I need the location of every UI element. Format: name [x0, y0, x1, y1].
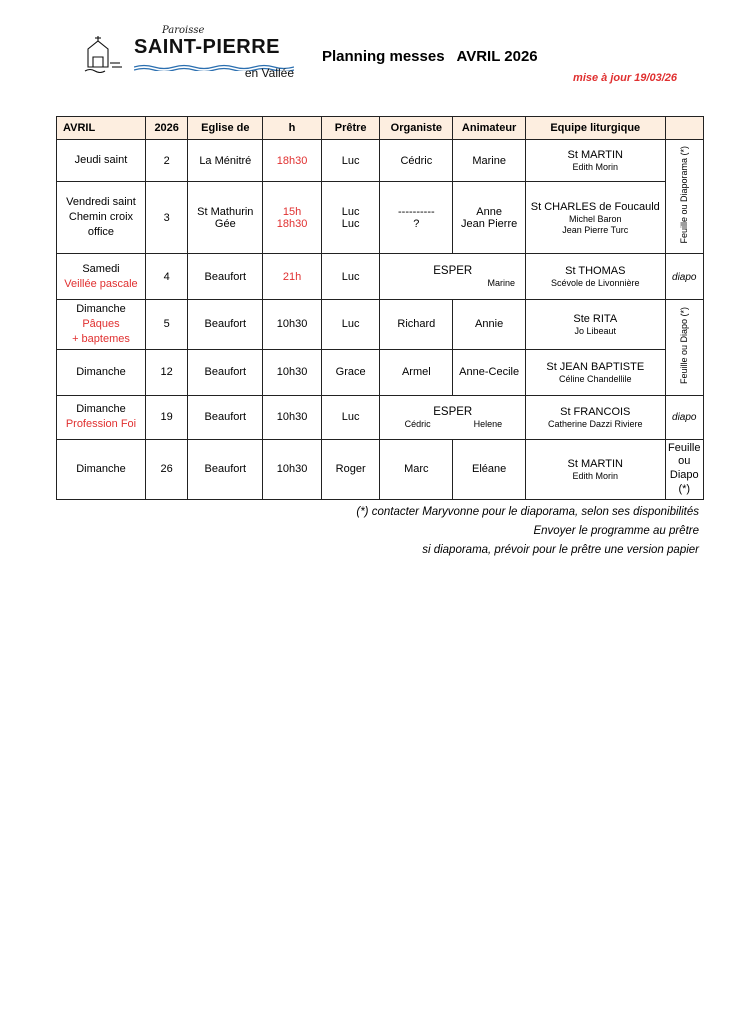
column-header-animator: Animateur: [453, 117, 526, 140]
cell-organist: Marc: [380, 439, 453, 499]
column-header-organist: Organiste: [380, 117, 453, 140]
column-header-year: 2026: [145, 117, 187, 140]
cell-priest-line2: Luc: [341, 217, 360, 230]
page-title: Planning messes AVRIL 2026: [322, 48, 538, 65]
cell-team-contact: Catherine Dazzi Riviere: [547, 418, 643, 429]
cell-date: 2: [145, 140, 187, 182]
wave-icon: [134, 59, 294, 66]
cell-support: [665, 395, 703, 439]
cell-day: [57, 395, 146, 439]
column-header-month: AVRIL: [57, 117, 146, 140]
cell-team-name: St CHARLES de Foucauld: [530, 200, 660, 213]
cell-esper-label: ESPER: [433, 265, 473, 277]
cell-priest: Luc: [321, 254, 380, 300]
cell-priest: Luc: [321, 140, 380, 182]
cell-support-line3: Diapo: [669, 469, 699, 482]
cell-day-line2: Chemin croix: [68, 211, 134, 224]
cell-day: Dimanche: [57, 439, 146, 499]
logo-main-text: SAINT-PIERRE: [134, 36, 281, 58]
cell-day-line2: Pâques: [82, 317, 120, 330]
footnote-line-3: si diaporama, prévoir pour le prêtre une version papier: [422, 543, 699, 556]
cell-church-line1: St Mathurin: [197, 205, 254, 218]
cell-hour: 21h: [263, 254, 322, 300]
cell-organist-animator: [380, 395, 526, 439]
cell-animator: [453, 182, 526, 254]
cell-animator: Annie: [453, 300, 526, 350]
planning-table: [56, 116, 704, 500]
table-row: [57, 182, 704, 254]
cell-animator: Anne-Cecile: [453, 349, 526, 395]
church-icon: [82, 33, 128, 73]
cell-team-contact: Jo Libeaut: [574, 325, 617, 336]
column-header-support: [665, 117, 703, 140]
cell-hour: 18h30: [263, 140, 322, 182]
cell-support-label: diapo: [672, 412, 697, 424]
cell-support-label: diapo: [672, 271, 697, 283]
cell-day-line1: Dimanche: [76, 403, 126, 416]
cell-support: [665, 254, 703, 300]
cell-organist-line2: ?: [413, 217, 420, 230]
footnotes: [356, 503, 699, 560]
cell-hour-line2: 18h30: [276, 217, 308, 230]
cell-day-line3: + baptemes: [72, 332, 130, 345]
column-header-church: Eglise de: [188, 117, 263, 140]
cell-church-line2: Gée: [214, 217, 236, 230]
cell-team-name: St JEAN BAPTISTE: [546, 360, 645, 373]
cell-team-contact-2: Jean Pierre Turc: [562, 224, 629, 235]
cell-day: Jeudi saint: [57, 140, 146, 182]
cell-team-contact: Edith Morin: [572, 162, 619, 172]
planning-table-wrapper: [56, 116, 704, 500]
cell-organist-line1: ----------: [398, 205, 435, 218]
cell-team-contact: Céline Chandellile: [558, 373, 632, 384]
cell-priest: Grace: [321, 349, 380, 395]
cell-esper-animator: Helene: [473, 418, 503, 429]
cell-organist: Armel: [380, 349, 453, 395]
cell-team: [526, 349, 666, 395]
cell-day-line3: office: [87, 225, 115, 238]
cell-day-line1: Vendredi saint: [66, 196, 136, 209]
table-header-row: [57, 117, 704, 140]
parish-logo: [82, 26, 294, 79]
cell-hour: 10h30: [263, 300, 322, 350]
cell-day: Dimanche: [57, 349, 146, 395]
logo-sub-text: en Vallée: [244, 66, 294, 80]
cell-hour: 10h30: [263, 439, 322, 499]
cell-animator: Eléane: [453, 439, 526, 499]
table-row: [57, 300, 704, 350]
cell-support-label: Feuille ou Diaporama (*): [678, 146, 689, 244]
column-header-liturgical-team: Equipe liturgique: [526, 117, 666, 140]
logo-script-text: Paroisse: [162, 25, 205, 36]
cell-church: Beaufort: [188, 254, 263, 300]
cell-organist-animator: [380, 254, 526, 300]
update-date: mise à jour 19/03/26: [573, 72, 677, 84]
table-row: [57, 395, 704, 439]
table-row: [57, 140, 704, 182]
cell-team: [526, 254, 666, 300]
table-row: [57, 349, 704, 395]
cell-date: 12: [145, 349, 187, 395]
cell-team-contact: Scévole de Livonnière: [550, 278, 640, 288]
cell-church: Beaufort: [188, 395, 263, 439]
cell-priest-line1: Luc: [341, 205, 360, 218]
cell-team-name: St THOMAS: [565, 265, 626, 277]
cell-support: [665, 300, 703, 396]
table-row: [57, 254, 704, 300]
cell-team-name: Ste RITA: [573, 312, 618, 325]
cell-esper-name: Marine: [487, 278, 516, 288]
cell-day: [57, 182, 146, 254]
cell-organist: [380, 182, 453, 254]
cell-team: [526, 300, 666, 350]
cell-animator: Marine: [453, 140, 526, 182]
cell-team-contact: Michel Baron: [569, 213, 622, 224]
cell-support: [665, 439, 703, 499]
cell-date: 19: [145, 395, 187, 439]
cell-day-line1: Samedi: [82, 262, 120, 275]
cell-date: 3: [145, 182, 187, 254]
cell-animator-line2: Jean Pierre: [460, 217, 518, 230]
column-header-priest: Prêtre: [321, 117, 380, 140]
footnote-line-1: (*) contacter Maryvonne pour le diaporama, selon ses disponibilités: [356, 506, 699, 518]
cell-day-line2: Veillée pascale: [64, 277, 138, 290]
cell-church: Beaufort: [188, 439, 263, 499]
cell-date: 5: [145, 300, 187, 350]
cell-priest: Luc: [321, 395, 380, 439]
cell-team: [526, 395, 666, 439]
cell-esper-names: [382, 419, 523, 429]
cell-team-name: St MARTIN: [567, 149, 623, 161]
cell-team: [526, 140, 666, 182]
cell-priest: Luc: [321, 300, 380, 350]
cell-date: 26: [145, 439, 187, 499]
cell-church: Beaufort: [188, 300, 263, 350]
cell-day: [57, 254, 146, 300]
cell-organist: Cédric: [380, 140, 453, 182]
cell-esper-organist: Cédric: [404, 418, 431, 429]
cell-hour: [263, 182, 322, 254]
cell-church: [188, 182, 263, 254]
cell-church: Beaufort: [188, 349, 263, 395]
cell-team: [526, 439, 666, 499]
cell-support-line4: (*): [678, 482, 691, 495]
cell-animator-line1: Anne: [476, 205, 502, 218]
table-row: [57, 439, 704, 499]
cell-priest: Roger: [321, 439, 380, 499]
footnote-line-2: Envoyer le programme au prêtre: [533, 524, 699, 537]
cell-organist: Richard: [380, 300, 453, 350]
cell-team-contact: Edith Morin: [572, 470, 619, 481]
cell-day: [57, 300, 146, 350]
cell-support-label: Feuille ou Diapo (*): [678, 307, 689, 385]
cell-priest: [321, 182, 380, 254]
cell-day-line1: Dimanche: [76, 303, 126, 315]
cell-day-line2: Profession Foi: [65, 418, 137, 431]
cell-team-name: St MARTIN: [567, 457, 623, 470]
cell-church: La Ménitré: [188, 140, 263, 182]
document-header: [0, 0, 732, 100]
cell-team: [526, 182, 666, 254]
cell-support: [665, 140, 703, 254]
cell-support-line1: Feuille: [668, 441, 701, 454]
column-header-hour: h: [263, 117, 322, 140]
cell-hour-line1: 15h: [282, 205, 302, 218]
cell-team-name: St FRANCOIS: [560, 405, 631, 418]
cell-hour: 10h30: [263, 349, 322, 395]
cell-hour: 10h30: [263, 395, 322, 439]
cell-date: 4: [145, 254, 187, 300]
cell-support-line2: ou: [678, 455, 691, 468]
cell-esper-label: ESPER: [433, 405, 473, 418]
